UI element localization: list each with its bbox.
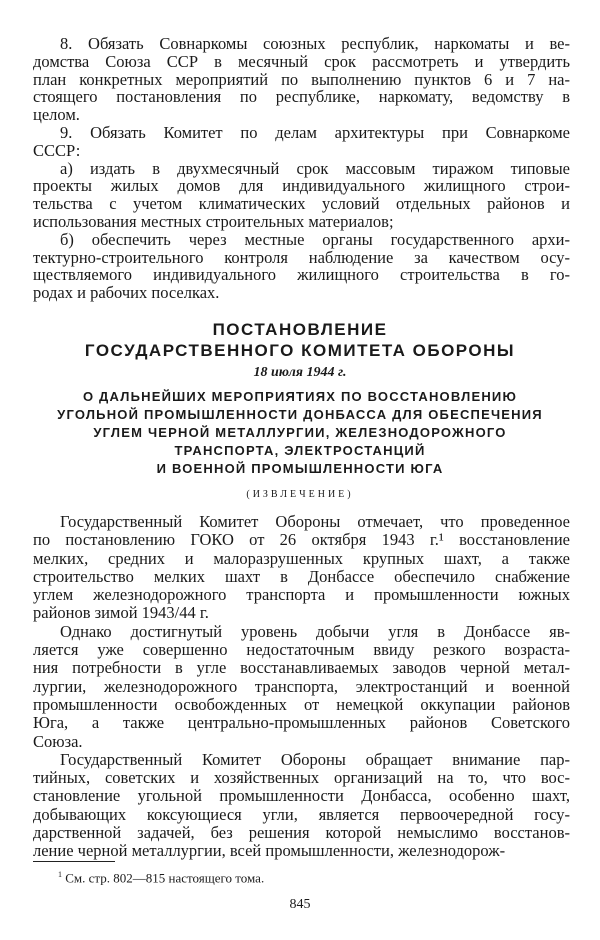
text-line: лургии, железнодорожного транспорта, электростанций и военной [33,676,570,696]
text-line: использования местных строительных материалов; [33,211,394,231]
text-line: а) издать в двухмесячный срок массовым тиражом типовые [60,158,570,178]
text-line: Однако достигнутый уровень добычи угля в Донбассе яв- [60,621,570,641]
paragraph [33,751,570,861]
paragraph [33,124,570,160]
subject-line: УГЛЕМ ЧЕРНОЙ МЕТАЛЛУРГИИ, ЖЕЛЕЗНОДОРОЖНОГО [93,425,507,440]
text-line: 9. Обязать Комитет по делам архитектуры при Совнаркоме [60,122,570,142]
text-line: ществляемого индивидуального жилищного строительства в го- [33,265,570,285]
decree-date: 18 июля 1944 г. [253,365,347,380]
text-line: дарственной задачей, без решения которой немыслимо восстанов- [33,823,570,843]
text-line: стоящего постановления по республике, наркомату, ведомству в [33,87,570,107]
paragraph [33,513,570,623]
text-line: СССР: [33,140,81,160]
text-line: строительство мелких шахт в Донбассе обеспечило снабжение [33,566,570,586]
text-line: добывающих коксующиеся угли, является первоочередной госу- [33,804,570,824]
text-line: промышленности освобожденных от немецкой оккупации районов [33,694,570,714]
text-line: Государственный Комитет Обороны отмечает, что проведенное [60,512,570,531]
footnote-divider [33,861,115,862]
text-line: проекты жилых домов для индивидуального жилищного строи- [33,176,570,196]
text-line: ния потребности в угле восстанавливаемых заводов черной метал- [33,658,570,678]
footnote-mark: 1 [58,870,62,879]
decree-issuer: ГОСУДАРСТВЕННОГО КОМИТЕТА ОБОРОНЫ [84,341,516,360]
text-line: мелких, средних и малоразрушенных крупных шахт, а также [33,548,570,568]
footnote [58,870,264,886]
subject-line: УГОЛЬНОЙ ПРОМЫШЛЕННОСТИ ДОНБАССА ДЛЯ ОБЕСПЕЧЕНИЯ [57,407,543,422]
text-line: становление угольной промышленности Донбасса, особенно шахт, [33,786,570,806]
text-line: тектурно-строительного контроля наблюдение за качеством осу- [33,247,570,267]
extract-label: (ИЗВЛЕЧЕНИЕ) [246,489,354,500]
preceding-decree-text [33,35,570,302]
decree-body-text [33,513,570,861]
decree-subject [0,388,600,478]
text-line: домства Союза ССР в месячный срок рассмотреть и утвердить [33,51,570,71]
page-number: 845 [289,897,311,912]
text-line: по постановлению ГОКО от 26 октября 1943 г.¹ восстановление [33,530,570,550]
text-line: Юга, а также центрально-промышленных районов Советского [33,713,570,733]
text-line: Государственный Комитет Обороны обращает внимание пар- [60,749,570,769]
text-line: целом. [33,105,80,125]
text-line: родах и рабочих поселках. [33,283,220,303]
subject-line: О ДАЛЬНЕЙШИХ МЕРОПРИЯТИЯХ ПО ВОССТАНОВЛЕНИЮ [82,389,518,404]
decree-title: ПОСТАНОВЛЕНИЕ [212,320,388,339]
paragraph [33,231,570,302]
footnote-text: См. стр. 802—815 настоящего тома. [65,870,265,886]
paragraph [33,35,570,124]
subject-line: ТРАНСПОРТА, ЭЛЕКТРОСТАНЦИЙ [174,443,426,458]
text-line: б) обеспечить через местные органы государственного архи- [60,229,570,249]
text-line: тельства с учетом климатических условий отдельных районов и [33,194,570,214]
text-line: тийных, советских и хозяйственных организаций на то, что вос- [33,768,570,788]
text-line: Союза. [33,731,83,751]
subject-line: И ВОЕННОЙ ПРОМЫШЛЕННОСТИ ЮГА [156,461,444,476]
text-line: ляется уже совершенно недостаточным ввиду резкого возраста- [33,640,570,660]
paragraph [33,160,570,231]
paragraph [33,623,570,751]
text-line: 8. Обязать Совнаркомы союзных республик, наркоматы и ве- [60,34,570,53]
text-line: районов зимой 1943/44 г. [33,603,209,623]
text-line: план конкретных мероприятий по выполнению пунктов 6 и 7 на- [33,69,570,89]
text-line: ление черной металлургии, всей промышленности, железнодорож- [33,841,506,861]
text-line: углем железнодорожного транспорта и промышленности южных [33,585,570,605]
